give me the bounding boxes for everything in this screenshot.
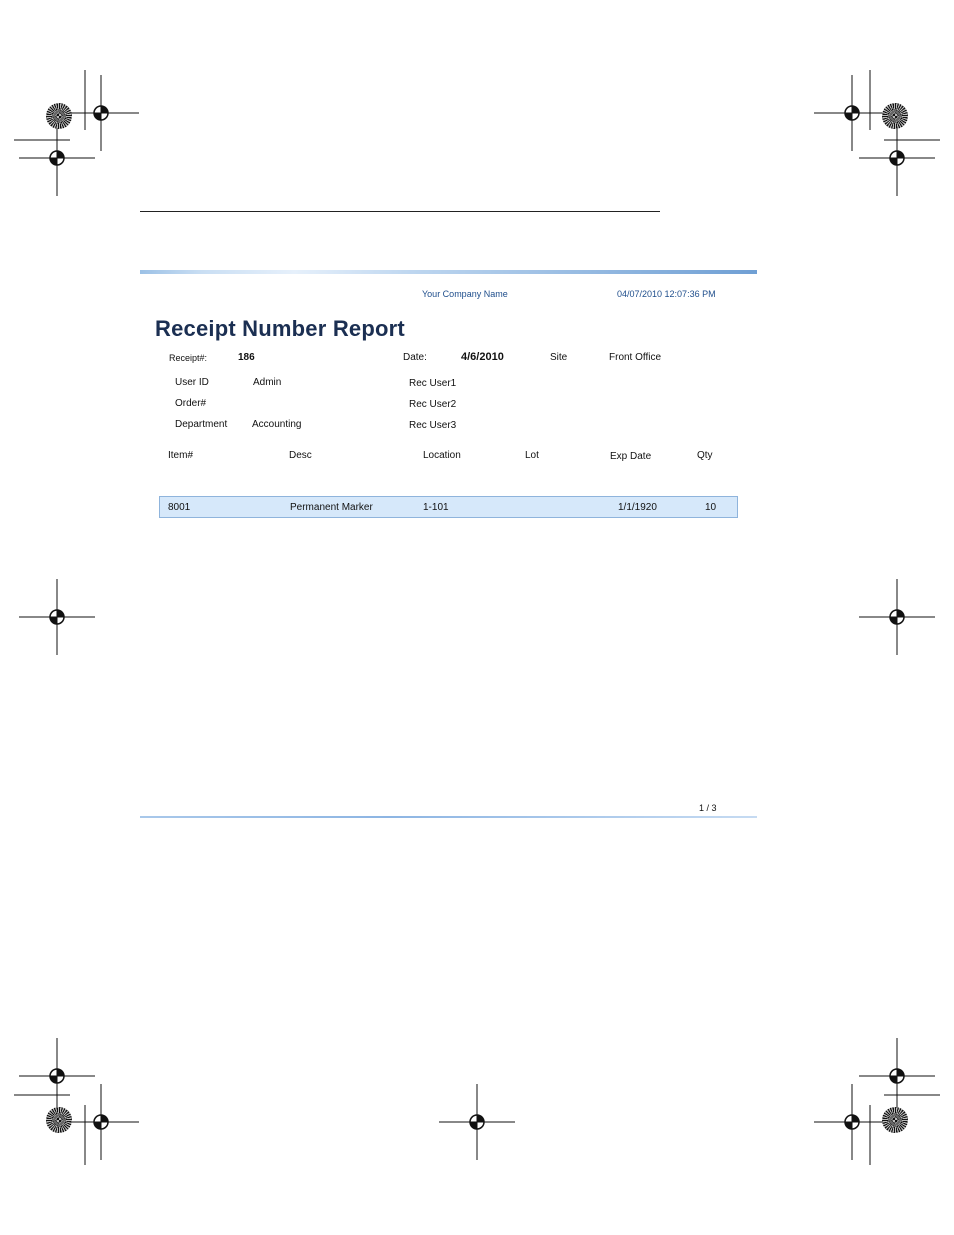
table-cell-item: 8001 [168,502,191,513]
bottom-band [140,816,757,818]
column-header-exp-date: Exp Date [610,451,652,462]
top-band [140,270,757,274]
color-target-icon [882,103,908,129]
user-id-label: User ID [175,377,209,388]
header-rule [140,211,660,212]
column-header-qty: Qty [697,450,713,461]
receipt-value: 186 [238,352,255,363]
column-header-desc: Desc [289,450,312,461]
color-target-icon [46,1107,72,1133]
color-target-icon [882,1107,908,1133]
table-cell-desc: Permanent Marker [290,502,373,513]
rec-user2-label: Rec User2 [409,399,457,410]
table-cell-qty: 10 [705,502,717,513]
report-datetime: 04/07/2010 12:07:36 PM [617,289,716,299]
user-id-value: Admin [253,377,282,388]
department-label: Department [175,419,228,430]
page-number: 1 / 3 [699,803,717,813]
table-cell-exp-date: 1/1/1920 [618,502,657,513]
column-header-lot: Lot [525,450,539,461]
table-cell-location: 1-101 [423,502,449,513]
site-label: Site [550,352,568,363]
date-value: 4/6/2010 [461,351,504,363]
site-value: Front Office [609,352,662,363]
order-label: Order# [175,398,207,409]
receipt-label: Receipt#: [169,353,208,363]
rec-user1-label: Rec User1 [409,378,457,389]
page-title: Receipt Number Report [155,316,405,341]
company-name: Your Company Name [422,289,508,299]
column-header-item: Item# [168,450,194,461]
rec-user3-label: Rec User3 [409,420,457,431]
date-label: Date: [403,352,427,363]
color-target-icon [46,103,72,129]
department-value: Accounting [252,419,302,430]
column-header-location: Location [423,450,461,461]
